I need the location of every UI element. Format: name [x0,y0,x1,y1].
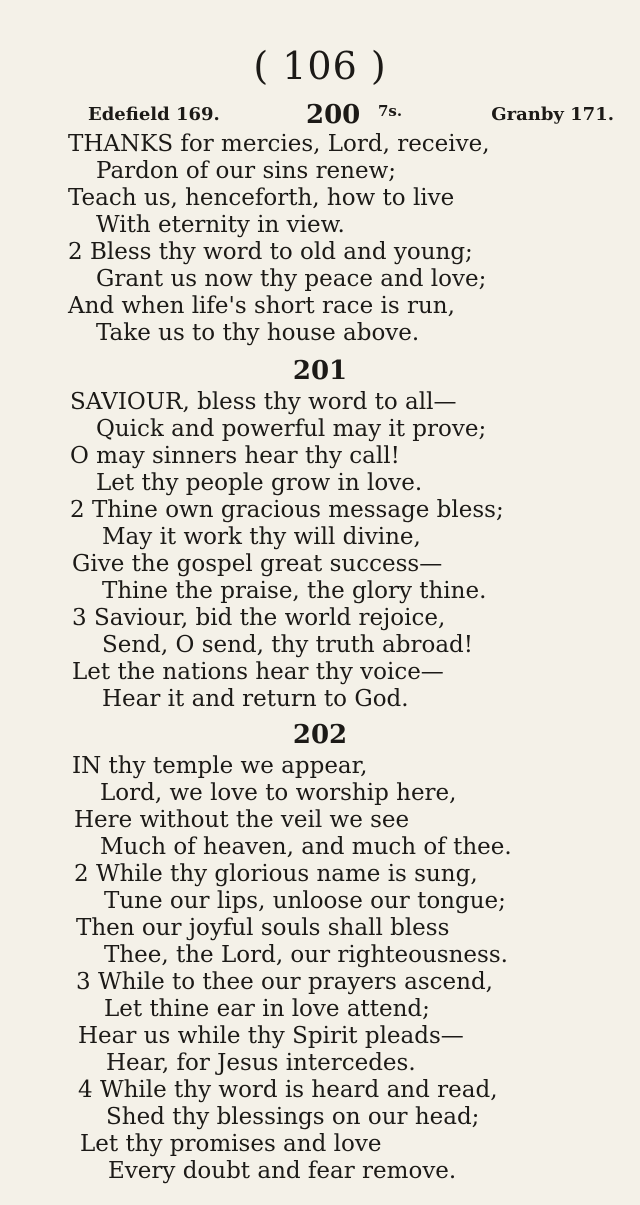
verse-line: Let thy people grow in love. [96,470,423,496]
page-number: ( 106 ) [253,44,387,88]
verse-line: IN thy temple we appear, [72,753,368,779]
verse-line: Shed thy blessings on our head; [106,1104,480,1130]
verse-line: Take us to thy house above. [96,320,420,346]
verse-line: Hear us while thy Spirit pleads— [78,1023,464,1049]
verse-line: Teach us, henceforth, how to live [68,185,455,211]
hymn-number: 202 [292,720,348,750]
verse-line: Grant us now thy peace and love; [96,266,487,292]
verse-line: Tune our lips, unloose our tongue; [104,888,506,914]
verse-line: Hear, for Jesus intercedes. [106,1050,416,1076]
verse-line: SAVIOUR, bless thy word to all— [70,389,457,415]
verse-line: Let thine ear in love attend; [104,996,430,1022]
verse-line: THANKS for mercies, Lord, receive, [68,131,490,157]
verse-line: Thine the praise, the glory thine. [102,578,487,604]
verse-line: Every doubt and fear remove. [108,1158,457,1184]
verse-line: 3 Saviour, bid the world rejoice, [72,605,446,631]
verse-line: 2 Thine own gracious message bless; [70,497,504,523]
tune-reference-left: Edefield 169. [88,104,220,125]
verse-line: Here without the veil we see [74,807,410,833]
verse-line: Pardon of our sins renew; [96,158,397,184]
hymn-number: 201 [292,356,348,386]
verse-line: May it work thy will divine, [102,524,421,550]
verse-line: 2 While thy glorious name is sung, [74,861,478,887]
hymn-header-row [0,100,640,130]
tune-reference-right: Granby 171. [491,104,614,125]
verse-line: Much of heaven, and much of thee. [100,834,512,860]
verse-line: 2 Bless thy word to old and young; [68,239,473,265]
verse-line: Hear it and return to God. [102,686,409,712]
hymn-number: 200 [306,100,361,130]
verse-line: Let the nations hear thy voice— [72,659,444,685]
verse-line: Thee, the Lord, our righteousness. [104,942,508,968]
verse-line: Give the gospel great success— [72,551,443,577]
verse-line: Let thy promises and love [80,1131,382,1157]
verse-line: Send, O send, thy truth abroad! [102,632,473,658]
verse-line: 4 While thy word is heard and read, [78,1077,498,1103]
verse-line: Then our joyful souls shall bless [76,915,450,941]
verse-line: O may sinners hear thy call! [70,443,400,469]
verse-line: And when life's short race is run, [68,293,455,319]
verse-line: 3 While to thee our prayers ascend, [76,969,493,995]
verse-line: Lord, we love to worship here, [100,780,457,806]
verse-line: With eternity in view. [96,212,345,238]
hymn-meter: 7s. [378,102,403,120]
verse-line: Quick and powerful may it prove; [96,416,487,442]
